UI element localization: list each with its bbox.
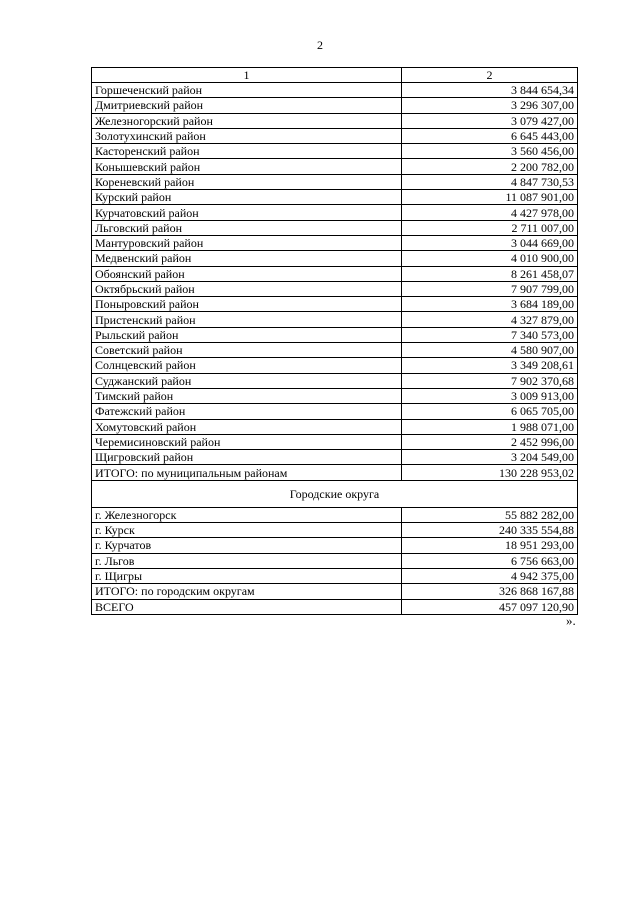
district-row — [92, 128, 578, 143]
district-row — [92, 113, 578, 128]
row-name-cell: Золотухинский район — [92, 128, 402, 143]
table-header-row — [92, 68, 578, 83]
district-row — [92, 159, 578, 174]
row-value-cell: 4 942 375,00 — [402, 568, 578, 583]
district-row — [92, 373, 578, 388]
section-header-row — [92, 480, 578, 507]
table-body — [92, 68, 578, 615]
row-name-cell: Льговский район — [92, 220, 402, 235]
closing-quote-mark: ». — [566, 613, 576, 628]
row-value-cell: 4 580 907,00 — [402, 343, 578, 358]
row-name-cell: г. Курск — [92, 523, 402, 538]
district-row — [92, 297, 578, 312]
grand-total-row — [92, 599, 578, 614]
row-name-cell: Железногорский район — [92, 113, 402, 128]
row-value-cell: 4 010 900,00 — [402, 251, 578, 266]
row-name-cell: г. Курчатов — [92, 538, 402, 553]
row-name-cell: Поныровский район — [92, 297, 402, 312]
districts-total-row — [92, 465, 578, 480]
district-row — [92, 450, 578, 465]
row-name-cell: ИТОГО: по городским округам — [92, 584, 402, 599]
city-row — [92, 538, 578, 553]
row-value-cell: 2 452 996,00 — [402, 434, 578, 449]
column-header-1: 1 — [92, 68, 402, 83]
row-value-cell: 4 427 978,00 — [402, 205, 578, 220]
city-row — [92, 523, 578, 538]
row-name-cell: Курчатовский район — [92, 205, 402, 220]
row-value-cell: 3 560 456,00 — [402, 144, 578, 159]
row-name-cell: Рыльский район — [92, 327, 402, 342]
row-value-cell: 3 009 913,00 — [402, 388, 578, 403]
city-row — [92, 507, 578, 522]
district-row — [92, 327, 578, 342]
row-value-cell: 7 902 370,68 — [402, 373, 578, 388]
district-row — [92, 251, 578, 266]
row-name-cell: г. Железногорск — [92, 507, 402, 522]
district-row — [92, 266, 578, 281]
district-row — [92, 220, 578, 235]
row-value-cell: 3 079 427,00 — [402, 113, 578, 128]
row-value-cell: 2 711 007,00 — [402, 220, 578, 235]
district-row — [92, 404, 578, 419]
row-name-cell: Суджанский район — [92, 373, 402, 388]
district-row — [92, 190, 578, 205]
row-name-cell: ИТОГО: по муниципальным районам — [92, 465, 402, 480]
district-row — [92, 312, 578, 327]
row-value-cell: 3 044 669,00 — [402, 235, 578, 250]
district-row — [92, 235, 578, 250]
row-name-cell: Фатежский район — [92, 404, 402, 419]
cities-total-row — [92, 584, 578, 599]
row-name-cell: Солнцевский район — [92, 358, 402, 373]
row-name-cell: Обоянский район — [92, 266, 402, 281]
row-value-cell: 4 327 879,00 — [402, 312, 578, 327]
row-value-cell: 8 261 458,07 — [402, 266, 578, 281]
row-name-cell: Медвенский район — [92, 251, 402, 266]
row-value-cell: 457 097 120,90 — [402, 599, 578, 614]
row-value-cell: 1 988 071,00 — [402, 419, 578, 434]
row-name-cell: г. Льгов — [92, 553, 402, 568]
district-row — [92, 144, 578, 159]
row-value-cell: 3 296 307,00 — [402, 98, 578, 113]
row-name-cell: ВСЕГО — [92, 599, 402, 614]
row-value-cell: 11 087 901,00 — [402, 190, 578, 205]
row-name-cell: Дмитриевский район — [92, 98, 402, 113]
row-value-cell: 3 349 208,61 — [402, 358, 578, 373]
row-name-cell: Касторенский район — [92, 144, 402, 159]
allocation-table — [91, 67, 578, 615]
row-value-cell: 2 200 782,00 — [402, 159, 578, 174]
row-name-cell: Пристенский район — [92, 312, 402, 327]
row-name-cell: Горшеченский район — [92, 83, 402, 98]
row-value-cell: 7 340 573,00 — [402, 327, 578, 342]
row-value-cell: 6 756 663,00 — [402, 553, 578, 568]
row-name-cell: Курский район — [92, 190, 402, 205]
row-name-cell: Тимский район — [92, 388, 402, 403]
row-value-cell: 6 645 443,00 — [402, 128, 578, 143]
row-value-cell: 4 847 730,53 — [402, 174, 578, 189]
row-name-cell: Кореневский район — [92, 174, 402, 189]
row-name-cell: Хомутовский район — [92, 419, 402, 434]
row-name-cell: г. Щигры — [92, 568, 402, 583]
district-row — [92, 98, 578, 113]
section-title: Городские округа — [92, 480, 578, 507]
row-value-cell: 240 335 554,88 — [402, 523, 578, 538]
row-value-cell: 326 868 167,88 — [402, 584, 578, 599]
row-value-cell: 3 684 189,00 — [402, 297, 578, 312]
row-name-cell: Мантуровский район — [92, 235, 402, 250]
district-row — [92, 281, 578, 296]
page-number: 2 — [317, 38, 323, 52]
row-value-cell: 55 882 282,00 — [402, 507, 578, 522]
row-value-cell: 7 907 799,00 — [402, 281, 578, 296]
row-name-cell: Щигровский район — [92, 450, 402, 465]
district-row — [92, 343, 578, 358]
district-row — [92, 358, 578, 373]
row-value-cell: 130 228 953,02 — [402, 465, 578, 480]
city-row — [92, 568, 578, 583]
district-row — [92, 434, 578, 449]
row-value-cell: 6 065 705,00 — [402, 404, 578, 419]
district-row — [92, 174, 578, 189]
row-value-cell: 3 844 654,34 — [402, 83, 578, 98]
district-row — [92, 388, 578, 403]
row-name-cell: Черемисиновский район — [92, 434, 402, 449]
city-row — [92, 553, 578, 568]
district-row — [92, 205, 578, 220]
row-value-cell: 3 204 549,00 — [402, 450, 578, 465]
row-value-cell: 18 951 293,00 — [402, 538, 578, 553]
row-name-cell: Октябрьский район — [92, 281, 402, 296]
district-row — [92, 83, 578, 98]
column-header-2: 2 — [402, 68, 578, 83]
row-name-cell: Конышевский район — [92, 159, 402, 174]
row-name-cell: Советский район — [92, 343, 402, 358]
district-row — [92, 419, 578, 434]
